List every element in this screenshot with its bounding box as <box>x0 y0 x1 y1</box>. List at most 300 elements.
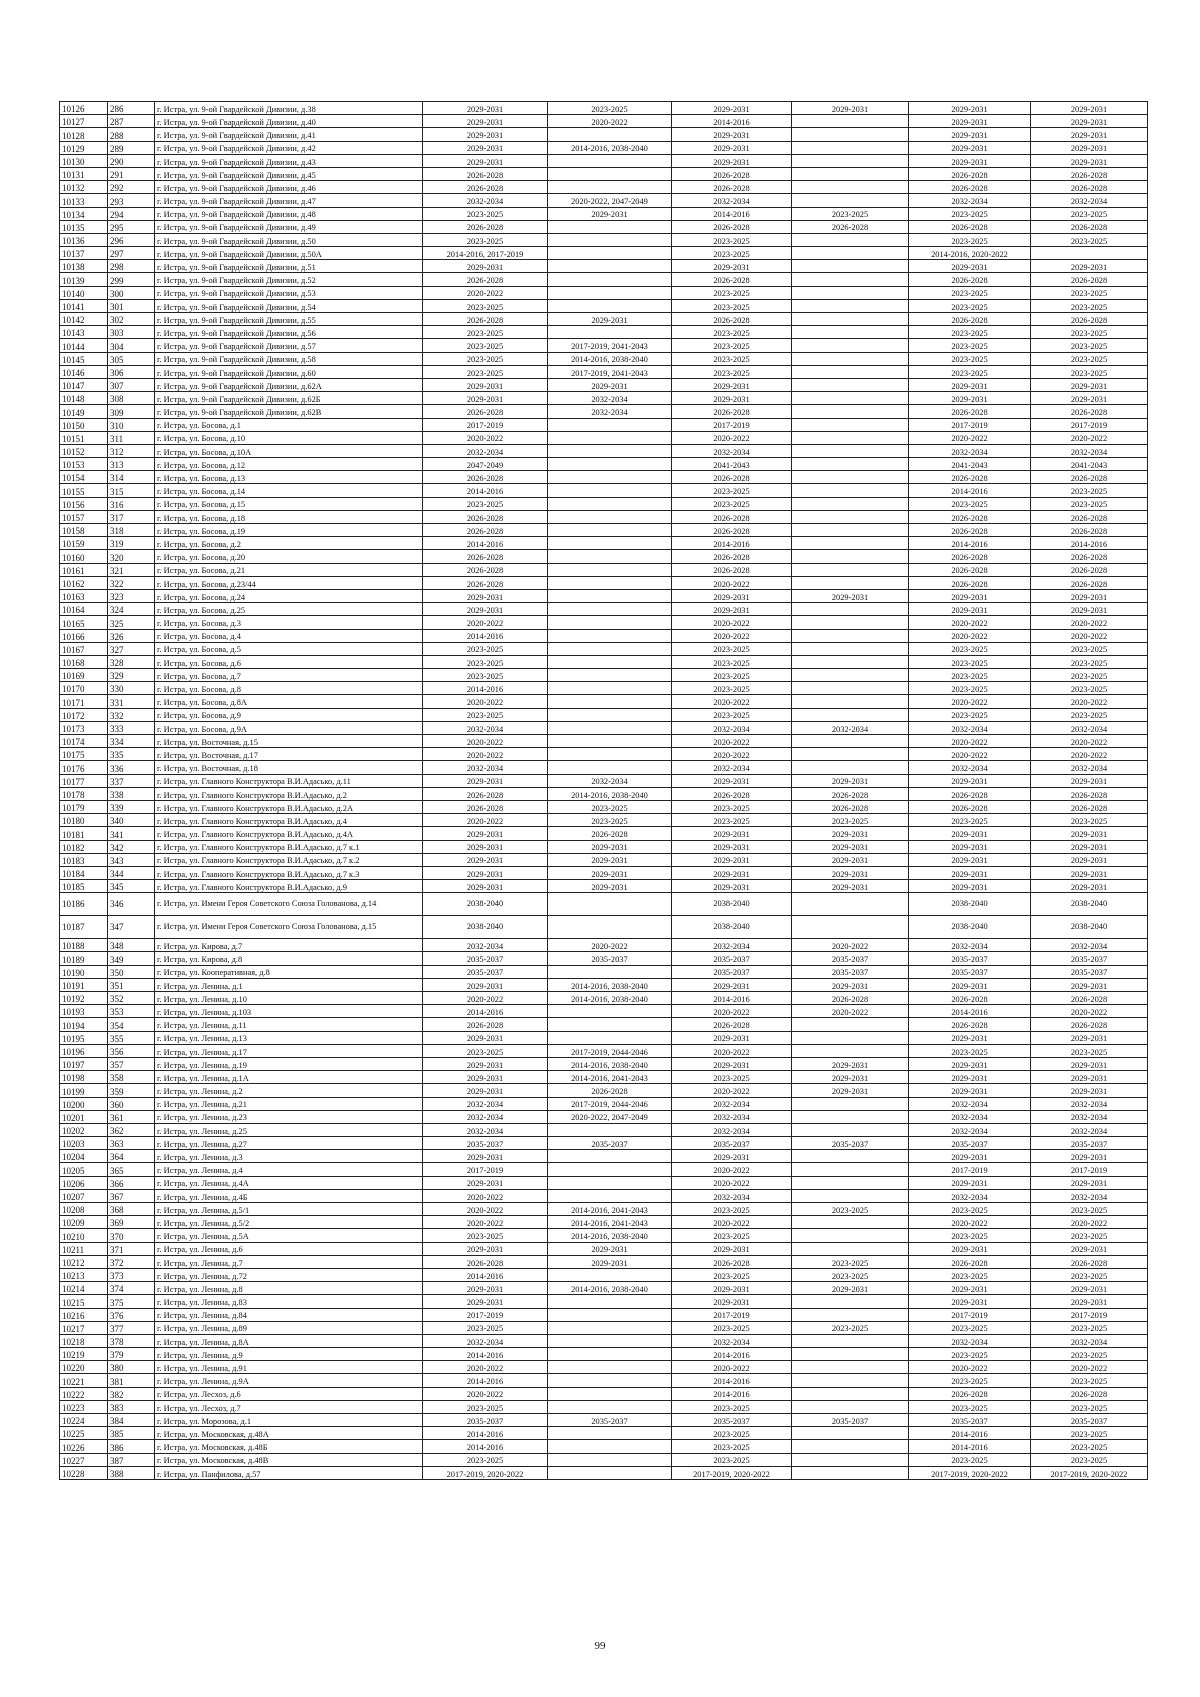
row-id-cell: 10214 <box>60 1282 108 1295</box>
period-cell-6: 2029-2031 <box>1031 866 1148 879</box>
row-number-cell: 364 <box>108 1150 155 1163</box>
period-cell-5: 2029-2031 <box>909 1176 1031 1189</box>
period-cell-1: 2029-2031 <box>423 102 548 115</box>
row-number-cell: 339 <box>108 800 155 813</box>
row-number-cell: 302 <box>108 313 155 326</box>
period-cell-2: 2035-2037 <box>548 1137 672 1150</box>
address-cell: г. Истра, ул. Восточная, д.17 <box>155 748 423 761</box>
period-cell-3: 2029-2031 <box>672 866 792 879</box>
row-number-cell: 292 <box>108 181 155 194</box>
table-row <box>60 1137 1148 1150</box>
row-id-cell: 10146 <box>60 365 108 378</box>
period-cell-1: 2026-2028 <box>423 800 548 813</box>
period-cell-1: 2020-2022 <box>423 1387 548 1400</box>
row-id-cell: 10224 <box>60 1414 108 1427</box>
period-cell-5: 2023-2025 <box>909 326 1031 339</box>
period-cell-4 <box>792 1308 909 1321</box>
row-id-cell: 10222 <box>60 1387 108 1400</box>
period-cell-6: 2032-2034 <box>1031 1097 1148 1110</box>
period-cell-4 <box>792 1097 909 1110</box>
period-cell-6: 2029-2031 <box>1031 827 1148 840</box>
table-row <box>60 1005 1148 1018</box>
row-number-cell: 348 <box>108 939 155 952</box>
table-row <box>60 1150 1148 1163</box>
table-row <box>60 286 1148 299</box>
row-id-cell: 10181 <box>60 827 108 840</box>
period-cell-2: 2014-2016, 2038-2040 <box>548 1057 672 1070</box>
period-cell-1: 2014-2016 <box>423 1427 548 1440</box>
table-row <box>60 1414 1148 1427</box>
table-row <box>60 497 1148 510</box>
row-number-cell: 365 <box>108 1163 155 1176</box>
row-id-cell: 10221 <box>60 1374 108 1387</box>
table-row <box>60 603 1148 616</box>
period-cell-2 <box>548 1466 672 1479</box>
period-cell-1: 2029-2031 <box>423 840 548 853</box>
address-cell: г. Истра, ул. Главного Конструктора В.И.Адасько, д.2 <box>155 787 423 800</box>
row-id-cell: 10189 <box>60 952 108 965</box>
period-cell-4 <box>792 1110 909 1123</box>
period-cell-4: 2032-2034 <box>792 721 909 734</box>
address-cell: г. Истра, ул. Кооперативная, д.8 <box>155 965 423 978</box>
period-cell-5: 2026-2028 <box>909 800 1031 813</box>
period-cell-4 <box>792 1334 909 1347</box>
period-cell-2: 2029-2031 <box>548 1255 672 1268</box>
period-cell-5: 2026-2028 <box>909 167 1031 180</box>
table-row <box>60 1400 1148 1413</box>
period-cell-6: 2023-2025 <box>1031 655 1148 668</box>
period-cell-1: 2038-2040 <box>423 916 548 939</box>
period-cell-4 <box>792 115 909 128</box>
period-cell-2 <box>548 1387 672 1400</box>
address-cell: г. Истра, ул. Ленина, д.9А <box>155 1374 423 1387</box>
period-cell-2: 2029-2031 <box>548 880 672 893</box>
period-cell-2: 2014-2016, 2038-2040 <box>548 141 672 154</box>
address-cell: г. Истра, ул. Босова, д.7 <box>155 669 423 682</box>
period-cell-4 <box>792 1229 909 1242</box>
period-cell-1: 2035-2037 <box>423 1137 548 1150</box>
period-cell-5: 2029-2031 <box>909 853 1031 866</box>
schedule-table-wrapper <box>59 101 1147 1480</box>
row-number-cell: 338 <box>108 787 155 800</box>
table-row <box>60 299 1148 312</box>
period-cell-4 <box>792 616 909 629</box>
row-number-cell: 319 <box>108 537 155 550</box>
period-cell-4: 2026-2028 <box>792 220 909 233</box>
period-cell-3: 2029-2031 <box>672 1150 792 1163</box>
period-cell-6: 2023-2025 <box>1031 1229 1148 1242</box>
period-cell-5: 2014-2016, 2020-2022 <box>909 247 1031 260</box>
period-cell-4: 2029-2031 <box>792 853 909 866</box>
period-cell-5: 2032-2034 <box>909 444 1031 457</box>
row-number-cell: 343 <box>108 853 155 866</box>
row-id-cell: 10154 <box>60 471 108 484</box>
address-cell: г. Истра, ул. 9-ой Гвардейской Дивизии, д.46 <box>155 181 423 194</box>
period-cell-1: 2032-2034 <box>423 1334 548 1347</box>
address-cell: г. Истра, ул. 9-ой Гвардейской Дивизии, д.49 <box>155 220 423 233</box>
period-cell-1: 2029-2031 <box>423 154 548 167</box>
period-cell-4 <box>792 313 909 326</box>
row-id-cell: 10165 <box>60 616 108 629</box>
address-cell: г. Истра, ул. Ленина, д.5А <box>155 1229 423 1242</box>
period-cell-2 <box>548 1150 672 1163</box>
period-cell-6: 2029-2031 <box>1031 1071 1148 1084</box>
period-cell-4: 2023-2025 <box>792 207 909 220</box>
period-cell-4 <box>792 655 909 668</box>
address-cell: г. Истра, ул. 9-ой Гвардейской Дивизии, д.43 <box>155 154 423 167</box>
address-cell: г. Истра, ул. Ленина, д.5/2 <box>155 1216 423 1229</box>
period-cell-3: 2029-2031 <box>672 1282 792 1295</box>
period-cell-6: 2035-2037 <box>1031 965 1148 978</box>
period-cell-6: 2023-2025 <box>1031 1348 1148 1361</box>
period-cell-5: 2017-2019 <box>909 1308 1031 1321</box>
period-cell-3: 2023-2025 <box>672 339 792 352</box>
period-cell-6: 2029-2031 <box>1031 141 1148 154</box>
period-cell-3: 2026-2028 <box>672 563 792 576</box>
address-cell: г. Истра, ул. Главного Конструктора В.И.Адасько, д.9 <box>155 880 423 893</box>
period-cell-4 <box>792 550 909 563</box>
period-cell-6: 2029-2031 <box>1031 880 1148 893</box>
address-cell: г. Истра, ул. Московская, д.48Б <box>155 1440 423 1453</box>
period-cell-1: 2023-2025 <box>423 207 548 220</box>
period-cell-2 <box>548 563 672 576</box>
row-id-cell: 10184 <box>60 866 108 879</box>
period-cell-6: 2029-2031 <box>1031 774 1148 787</box>
period-cell-6: 2032-2034 <box>1031 444 1148 457</box>
period-cell-5: 2029-2031 <box>909 1150 1031 1163</box>
address-cell: г. Истра, ул. 9-ой Гвардейской Дивизии, д.48 <box>155 207 423 220</box>
address-cell: г. Истра, ул. Босова, д.15 <box>155 497 423 510</box>
period-cell-2 <box>548 167 672 180</box>
row-number-cell: 326 <box>108 629 155 642</box>
period-cell-6: 2029-2031 <box>1031 260 1148 273</box>
row-id-cell: 10187 <box>60 916 108 939</box>
period-cell-6: 2032-2034 <box>1031 194 1148 207</box>
period-cell-1: 2020-2022 <box>423 735 548 748</box>
period-cell-4: 2029-2031 <box>792 1084 909 1097</box>
period-cell-5: 2032-2034 <box>909 1097 1031 1110</box>
row-id-cell: 10159 <box>60 537 108 550</box>
period-cell-6: 2023-2025 <box>1031 497 1148 510</box>
address-cell: г. Истра, ул. Ленина, д.84 <box>155 1308 423 1321</box>
period-cell-3: 2023-2025 <box>672 1400 792 1413</box>
period-cell-5: 2020-2022 <box>909 1361 1031 1374</box>
period-cell-6: 2023-2025 <box>1031 1400 1148 1413</box>
period-cell-1: 2017-2019, 2020-2022 <box>423 1466 548 1479</box>
period-cell-3: 2029-2031 <box>672 978 792 991</box>
period-cell-2 <box>548 260 672 273</box>
table-row <box>60 1466 1148 1479</box>
table-row <box>60 167 1148 180</box>
row-number-cell: 347 <box>108 916 155 939</box>
period-cell-5: 2032-2034 <box>909 761 1031 774</box>
period-cell-1: 2014-2016 <box>423 1440 548 1453</box>
period-cell-3: 2038-2040 <box>672 893 792 916</box>
period-cell-2 <box>548 748 672 761</box>
row-number-cell: 290 <box>108 154 155 167</box>
period-cell-1: 2023-2025 <box>423 655 548 668</box>
row-number-cell: 288 <box>108 128 155 141</box>
period-cell-3: 2029-2031 <box>672 378 792 391</box>
row-id-cell: 10168 <box>60 655 108 668</box>
row-id-cell: 10207 <box>60 1189 108 1202</box>
period-cell-6: 2014-2016 <box>1031 537 1148 550</box>
period-cell-5: 2023-2025 <box>909 1203 1031 1216</box>
row-number-cell: 367 <box>108 1189 155 1202</box>
period-cell-3: 2023-2025 <box>672 352 792 365</box>
address-cell: г. Истра, ул. Босова, д.14 <box>155 484 423 497</box>
period-cell-5: 2020-2022 <box>909 431 1031 444</box>
period-cell-4: 2023-2025 <box>792 1268 909 1281</box>
period-cell-1: 2029-2031 <box>423 1057 548 1070</box>
period-cell-1: 2032-2034 <box>423 1110 548 1123</box>
period-cell-1: 2026-2028 <box>423 167 548 180</box>
period-cell-2 <box>548 537 672 550</box>
period-cell-2 <box>548 708 672 721</box>
address-cell: г. Истра, ул. Главного Конструктора В.И.Адасько, д.7 к.2 <box>155 853 423 866</box>
table-row <box>60 392 1148 405</box>
period-cell-2: 2023-2025 <box>548 800 672 813</box>
period-cell-3: 2020-2022 <box>672 1361 792 1374</box>
period-cell-5: 2029-2031 <box>909 866 1031 879</box>
row-id-cell: 10171 <box>60 695 108 708</box>
period-cell-4: 2035-2037 <box>792 1137 909 1150</box>
period-cell-6: 2026-2028 <box>1031 220 1148 233</box>
period-cell-1: 2014-2016 <box>423 537 548 550</box>
period-cell-5: 2026-2028 <box>909 992 1031 1005</box>
period-cell-3: 2026-2028 <box>672 273 792 286</box>
period-cell-3: 2032-2034 <box>672 1097 792 1110</box>
period-cell-5: 2029-2031 <box>909 260 1031 273</box>
period-cell-3: 2035-2037 <box>672 965 792 978</box>
period-cell-2 <box>548 1361 672 1374</box>
period-cell-2: 2023-2025 <box>548 814 672 827</box>
row-id-cell: 10150 <box>60 418 108 431</box>
period-cell-3: 2026-2028 <box>672 167 792 180</box>
address-cell: г. Истра, ул. Ленина, д.4 <box>155 1163 423 1176</box>
row-id-cell: 10205 <box>60 1163 108 1176</box>
period-cell-5: 2026-2028 <box>909 576 1031 589</box>
address-cell: г. Истра, ул. 9-ой Гвардейской Дивизии, д.58 <box>155 352 423 365</box>
table-row <box>60 128 1148 141</box>
row-id-cell: 10147 <box>60 378 108 391</box>
address-cell: г. Истра, ул. Босова, д.4 <box>155 629 423 642</box>
period-cell-6: 2029-2031 <box>1031 115 1148 128</box>
period-cell-6: 2023-2025 <box>1031 682 1148 695</box>
period-cell-6: 2023-2025 <box>1031 1203 1148 1216</box>
address-cell: г. Истра, ул. Ленина, д.2 <box>155 1084 423 1097</box>
table-body <box>60 102 1148 1480</box>
row-id-cell: 10164 <box>60 603 108 616</box>
table-row <box>60 814 1148 827</box>
period-cell-1: 2020-2022 <box>423 1216 548 1229</box>
row-id-cell: 10202 <box>60 1123 108 1136</box>
period-cell-5: 2032-2034 <box>909 1110 1031 1123</box>
table-row <box>60 563 1148 576</box>
address-cell: г. Истра, ул. Босова, д.8 <box>155 682 423 695</box>
period-cell-4 <box>792 1453 909 1466</box>
period-cell-3: 2020-2022 <box>672 576 792 589</box>
address-cell: г. Истра, ул. Босова, д.21 <box>155 563 423 576</box>
table-row <box>60 1374 1148 1387</box>
address-cell: г. Истра, ул. Ленина, д.25 <box>155 1123 423 1136</box>
period-cell-1: 2029-2031 <box>423 1031 548 1044</box>
address-cell: г. Истра, ул. Ленина, д.10 <box>155 992 423 1005</box>
table-row <box>60 207 1148 220</box>
period-cell-1: 2038-2040 <box>423 893 548 916</box>
row-number-cell: 287 <box>108 115 155 128</box>
period-cell-4: 2026-2028 <box>792 800 909 813</box>
row-id-cell: 10191 <box>60 978 108 991</box>
period-cell-6: 2026-2028 <box>1031 405 1148 418</box>
period-cell-6: 2026-2028 <box>1031 1387 1148 1400</box>
period-cell-6: 2017-2019, 2020-2022 <box>1031 1466 1148 1479</box>
period-cell-1: 2020-2022 <box>423 695 548 708</box>
row-number-cell: 356 <box>108 1044 155 1057</box>
period-cell-3: 2017-2019 <box>672 1308 792 1321</box>
period-cell-5: 2023-2025 <box>909 682 1031 695</box>
period-cell-6: 2029-2031 <box>1031 378 1148 391</box>
address-cell: г. Истра, ул. Лесхоз, д.6 <box>155 1387 423 1400</box>
address-cell: г. Истра, ул. Ленина, д.21 <box>155 1097 423 1110</box>
table-row <box>60 458 1148 471</box>
table-row <box>60 418 1148 431</box>
table-row <box>60 1071 1148 1084</box>
row-number-cell: 317 <box>108 510 155 523</box>
row-id-cell: 10155 <box>60 484 108 497</box>
table-row <box>60 1097 1148 1110</box>
row-number-cell: 323 <box>108 589 155 602</box>
period-cell-5: 2032-2034 <box>909 194 1031 207</box>
period-cell-6: 2029-2031 <box>1031 978 1148 991</box>
row-id-cell: 10220 <box>60 1361 108 1374</box>
row-id-cell: 10151 <box>60 431 108 444</box>
period-cell-2 <box>548 1123 672 1136</box>
table-row <box>60 537 1148 550</box>
period-cell-6: 2041-2043 <box>1031 458 1148 471</box>
period-cell-2: 2035-2037 <box>548 1414 672 1427</box>
period-cell-1: 2029-2031 <box>423 978 548 991</box>
address-cell: г. Истра, ул. Ленина, д.17 <box>155 1044 423 1057</box>
period-cell-3: 2020-2022 <box>672 1216 792 1229</box>
period-cell-4 <box>792 629 909 642</box>
row-id-cell: 10178 <box>60 787 108 800</box>
row-number-cell: 366 <box>108 1176 155 1189</box>
row-id-cell: 10210 <box>60 1229 108 1242</box>
period-cell-5: 2023-2025 <box>909 233 1031 246</box>
period-cell-4 <box>792 194 909 207</box>
period-cell-2 <box>548 497 672 510</box>
table-row <box>60 1044 1148 1057</box>
period-cell-1: 2032-2034 <box>423 721 548 734</box>
period-cell-6: 2020-2022 <box>1031 616 1148 629</box>
period-cell-2: 2014-2016, 2038-2040 <box>548 787 672 800</box>
period-cell-5: 2023-2025 <box>909 1400 1031 1413</box>
period-cell-1: 2026-2028 <box>423 1255 548 1268</box>
period-cell-3: 2026-2028 <box>672 471 792 484</box>
period-cell-4 <box>792 1427 909 1440</box>
row-number-cell: 316 <box>108 497 155 510</box>
period-cell-3: 2014-2016 <box>672 537 792 550</box>
row-number-cell: 385 <box>108 1427 155 1440</box>
period-cell-6: 2035-2037 <box>1031 1137 1148 1150</box>
period-cell-1: 2026-2028 <box>423 510 548 523</box>
period-cell-2 <box>548 128 672 141</box>
period-cell-1: 2047-2049 <box>423 458 548 471</box>
period-cell-3: 2014-2016 <box>672 207 792 220</box>
period-cell-1: 2023-2025 <box>423 708 548 721</box>
row-number-cell: 371 <box>108 1242 155 1255</box>
period-cell-5: 2026-2028 <box>909 220 1031 233</box>
table-row <box>60 1018 1148 1031</box>
period-cell-2 <box>548 326 672 339</box>
period-cell-2: 2014-2016, 2038-2040 <box>548 992 672 1005</box>
period-cell-6: 2032-2034 <box>1031 1110 1148 1123</box>
row-id-cell: 10172 <box>60 708 108 721</box>
table-row <box>60 1387 1148 1400</box>
period-cell-2 <box>548 1453 672 1466</box>
period-cell-2 <box>548 603 672 616</box>
row-id-cell: 10177 <box>60 774 108 787</box>
period-cell-4: 2020-2022 <box>792 1005 909 1018</box>
address-cell: г. Истра, ул. Босова, д.10 <box>155 431 423 444</box>
period-cell-5: 2029-2031 <box>909 378 1031 391</box>
row-number-cell: 363 <box>108 1137 155 1150</box>
period-cell-3: 2023-2025 <box>672 1071 792 1084</box>
period-cell-3: 2035-2037 <box>672 1414 792 1427</box>
period-cell-4 <box>792 497 909 510</box>
row-number-cell: 329 <box>108 669 155 682</box>
period-cell-6: 2023-2025 <box>1031 1440 1148 1453</box>
row-id-cell: 10156 <box>60 497 108 510</box>
period-cell-1: 2023-2025 <box>423 1044 548 1057</box>
period-cell-5: 2032-2034 <box>909 1334 1031 1347</box>
period-cell-3: 2014-2016 <box>672 1348 792 1361</box>
row-id-cell: 10196 <box>60 1044 108 1057</box>
row-id-cell: 10216 <box>60 1308 108 1321</box>
period-cell-4 <box>792 154 909 167</box>
period-cell-2 <box>548 154 672 167</box>
period-cell-1: 2026-2028 <box>423 471 548 484</box>
period-cell-4: 2020-2022 <box>792 939 909 952</box>
period-cell-4 <box>792 1295 909 1308</box>
period-cell-2: 2029-2031 <box>548 866 672 879</box>
address-cell: г. Истра, ул. Ленина, д.19 <box>155 1057 423 1070</box>
table-row <box>60 1189 1148 1202</box>
period-cell-3: 2014-2016 <box>672 1374 792 1387</box>
period-cell-6: 2023-2025 <box>1031 1321 1148 1334</box>
period-cell-5: 2026-2028 <box>909 1387 1031 1400</box>
period-cell-3: 2023-2025 <box>672 655 792 668</box>
period-cell-6: 2035-2037 <box>1031 952 1148 965</box>
row-id-cell: 10141 <box>60 299 108 312</box>
row-number-cell: 368 <box>108 1203 155 1216</box>
table-row <box>60 1295 1148 1308</box>
period-cell-5: 2032-2034 <box>909 1123 1031 1136</box>
table-row <box>60 748 1148 761</box>
period-cell-2: 2014-2016, 2038-2040 <box>548 1229 672 1242</box>
row-id-cell: 10160 <box>60 550 108 563</box>
row-id-cell: 10166 <box>60 629 108 642</box>
address-cell: г. Истра, ул. 9-ой Гвардейской Дивизии, д.54 <box>155 299 423 312</box>
table-row <box>60 524 1148 537</box>
period-cell-2: 2029-2031 <box>548 1242 672 1255</box>
period-cell-2 <box>548 220 672 233</box>
period-cell-5: 2026-2028 <box>909 524 1031 537</box>
period-cell-2 <box>548 1018 672 1031</box>
period-cell-6: 2032-2034 <box>1031 939 1148 952</box>
period-cell-6: 2029-2031 <box>1031 1084 1148 1097</box>
